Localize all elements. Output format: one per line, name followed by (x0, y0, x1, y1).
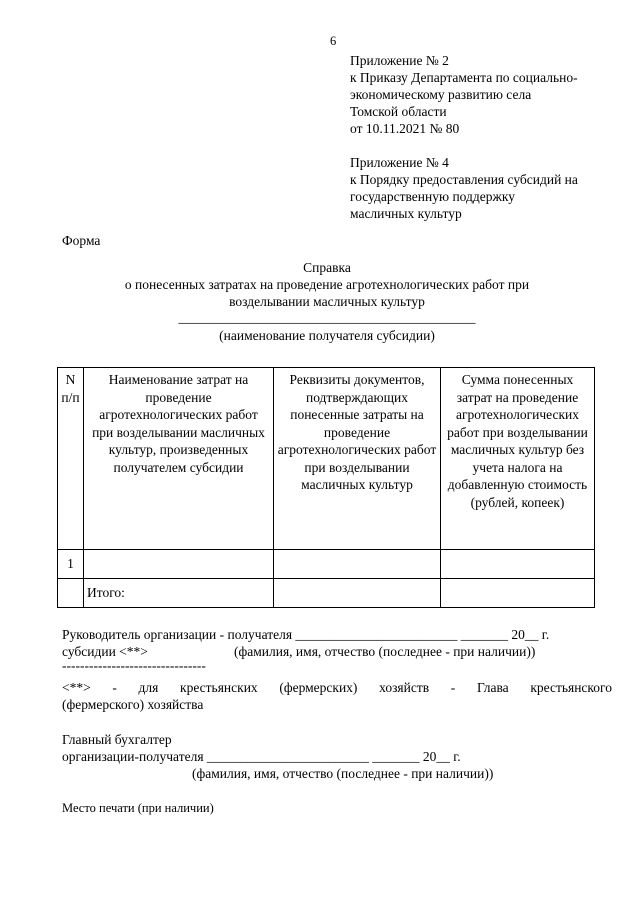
stamp-place: Место печати (при наличии) (62, 801, 214, 815)
total-label: Итого: (84, 579, 274, 608)
footnote-word: крестьянских (180, 680, 258, 695)
form-label: Форма (62, 233, 101, 248)
table-total-row (58, 579, 595, 608)
recipient-caption: (наименование получателя субсидии) (219, 328, 435, 343)
accountant-caption: (фамилия, имя, отчество (последнее - при наличии)) (192, 766, 494, 781)
footnote-separator: -------------------------------- (62, 658, 206, 673)
footnote-word: хозяйств (379, 680, 430, 695)
row-document-details (274, 550, 441, 579)
row-number: 1 (58, 550, 84, 579)
footnote-word: Глава (476, 680, 509, 695)
total-document-details (274, 579, 441, 608)
annex-4-line: государственную поддержку (350, 189, 515, 204)
footnote-word: (фермерских) (279, 680, 358, 695)
accountant-title: Главный бухгалтер (62, 732, 172, 747)
annex-2-line: экономическому развитию села (350, 87, 532, 102)
footnote-line-2: (фермерского) хозяйства (62, 697, 204, 712)
annex-4-title: Приложение № 4 (350, 155, 449, 170)
row-expense-name (84, 550, 274, 579)
header-expense-name: Наименование затрат на проведение агротехнологических работ при возделывании масличных культур, произведенных получателем субсидии (84, 368, 274, 550)
annex-4-block (350, 154, 620, 222)
document-subtitle: возделывании масличных культур (229, 294, 425, 309)
footnote-word: для (138, 680, 159, 695)
annex-2-title: Приложение № 2 (350, 53, 449, 68)
total-amount (441, 579, 595, 608)
expenses-table (57, 367, 595, 608)
annex-4-line: масличных культур (350, 206, 462, 221)
accountant-signature-line: организации-получателя ________________________ _______ 20__ г. (62, 749, 461, 764)
header-number: N п/п (58, 368, 84, 550)
footnote-word: - (450, 680, 456, 695)
page-number: 6 (330, 34, 337, 48)
header-expense-amount: Сумма понесенных затрат на проведение агротехнологических работ при возделывании масличных культур без учета налога на добавленную стоимость (рублей, копеек) (441, 368, 595, 550)
footnote-line (62, 679, 612, 696)
annex-2-block (350, 52, 620, 137)
footnote-word: - (112, 680, 117, 695)
annex-4-line: к Порядку предоставления субсидий на (350, 172, 578, 187)
document-subtitle: о понесенных затратах на проведение агротехнологических работ при (124, 277, 530, 292)
annex-2-line: от 10.11.2021 № 80 (350, 121, 460, 136)
head-signature-line: Руководитель организации - получателя ________________________ _______ 20__ г. (62, 627, 550, 642)
footnote-word: крестьянского (530, 680, 612, 695)
table-header-row (58, 368, 595, 550)
annex-2-line: Томской области (350, 104, 447, 119)
annex-2-line: к Приказу Департамента по социально- (350, 70, 578, 85)
header-document-details: Реквизиты документов, подтверждающих понесенные затраты на проведение агротехнологических работ при возделывании масличных культур (274, 368, 441, 550)
head-signature-caption: (фамилия, имя, отчество (последнее - при наличии)) (234, 644, 536, 659)
footnote-word: <**> (62, 680, 91, 695)
row-expense-amount (441, 550, 595, 579)
total-number (58, 579, 84, 608)
table-row (58, 550, 595, 579)
head-signature-label: субсидии <**> (62, 644, 148, 659)
recipient-name-line: ____________________________________________ (178, 310, 476, 325)
document-title: Справка (303, 260, 351, 275)
